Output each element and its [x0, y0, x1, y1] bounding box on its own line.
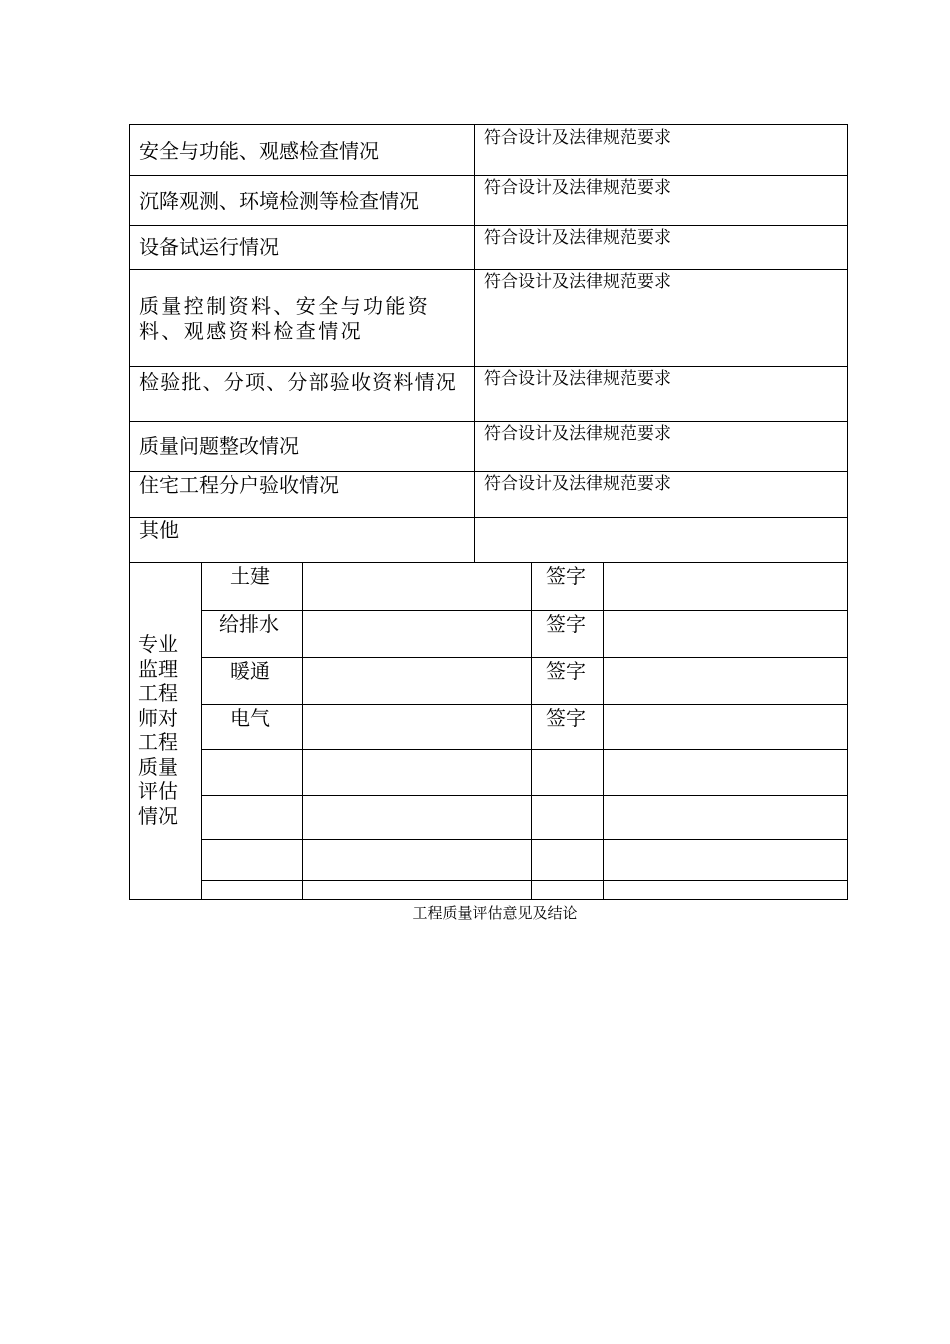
row-label-household-acceptance: 住宅工程分户验收情况 [139, 473, 339, 497]
row-label-safety-function: 安全与功能、观感检查情况 [139, 139, 379, 163]
column-divider [474, 125, 475, 562]
row-divider [130, 175, 847, 176]
discipline-water: 给排水 [219, 612, 279, 636]
discipline-hvac: 暖通 [230, 659, 270, 683]
sign-label-water: 签字 [546, 612, 586, 636]
quality-assessment-table [129, 124, 848, 900]
row-value-settlement[interactable]: 符合设计及法律规范要求 [484, 178, 671, 198]
row-label-rectification: 质量问题整改情况 [139, 434, 299, 458]
row-value-acceptance-data[interactable]: 符合设计及法律规范要求 [484, 369, 671, 389]
row-value-equipment-trial[interactable]: 符合设计及法律规范要求 [484, 228, 671, 248]
row-label-quality-control-data: 质量控制资料、安全与功能资料、观感资料检查情况 [139, 294, 431, 343]
row-label-other: 其他 [139, 518, 179, 542]
discipline-electrical: 电气 [230, 706, 270, 730]
row-value-rectification[interactable]: 符合设计及法律规范要求 [484, 424, 671, 444]
row-divider [201, 610, 847, 611]
discipline-civil: 土建 [230, 564, 270, 588]
sign-label-electrical: 签字 [546, 706, 586, 730]
row-divider [130, 366, 847, 367]
row-divider [130, 421, 847, 422]
row-divider [130, 471, 847, 472]
sign-label-hvac: 签字 [546, 659, 586, 683]
form-caption: 工程质量评估意见及结论 [412, 904, 578, 922]
row-divider [201, 704, 847, 705]
column-divider [531, 562, 532, 899]
row-divider [201, 657, 847, 658]
row-label-equipment-trial: 设备试运行情况 [139, 235, 279, 259]
sign-label-civil: 签字 [546, 564, 586, 588]
row-divider [201, 880, 847, 881]
row-divider [201, 749, 847, 750]
row-divider [130, 225, 847, 226]
row-divider [130, 269, 847, 270]
row-label-settlement: 沉降观测、环境检测等检查情况 [139, 189, 419, 213]
row-divider [130, 562, 847, 563]
row-value-household-acceptance[interactable]: 符合设计及法律规范要求 [484, 474, 671, 494]
row-label-acceptance-data: 检验批、分项、分部验收资料情况 [139, 370, 457, 394]
column-divider [302, 562, 303, 899]
row-value-safety-function[interactable]: 符合设计及法律规范要求 [484, 128, 671, 148]
column-divider [603, 562, 604, 899]
row-value-quality-control-data[interactable]: 符合设计及法律规范要求 [484, 272, 671, 292]
column-divider [201, 562, 202, 899]
row-divider [201, 839, 847, 840]
engineer-assessment-title: 专业监理工程师对工程质量评估情况 [138, 632, 178, 828]
row-divider [201, 795, 847, 796]
